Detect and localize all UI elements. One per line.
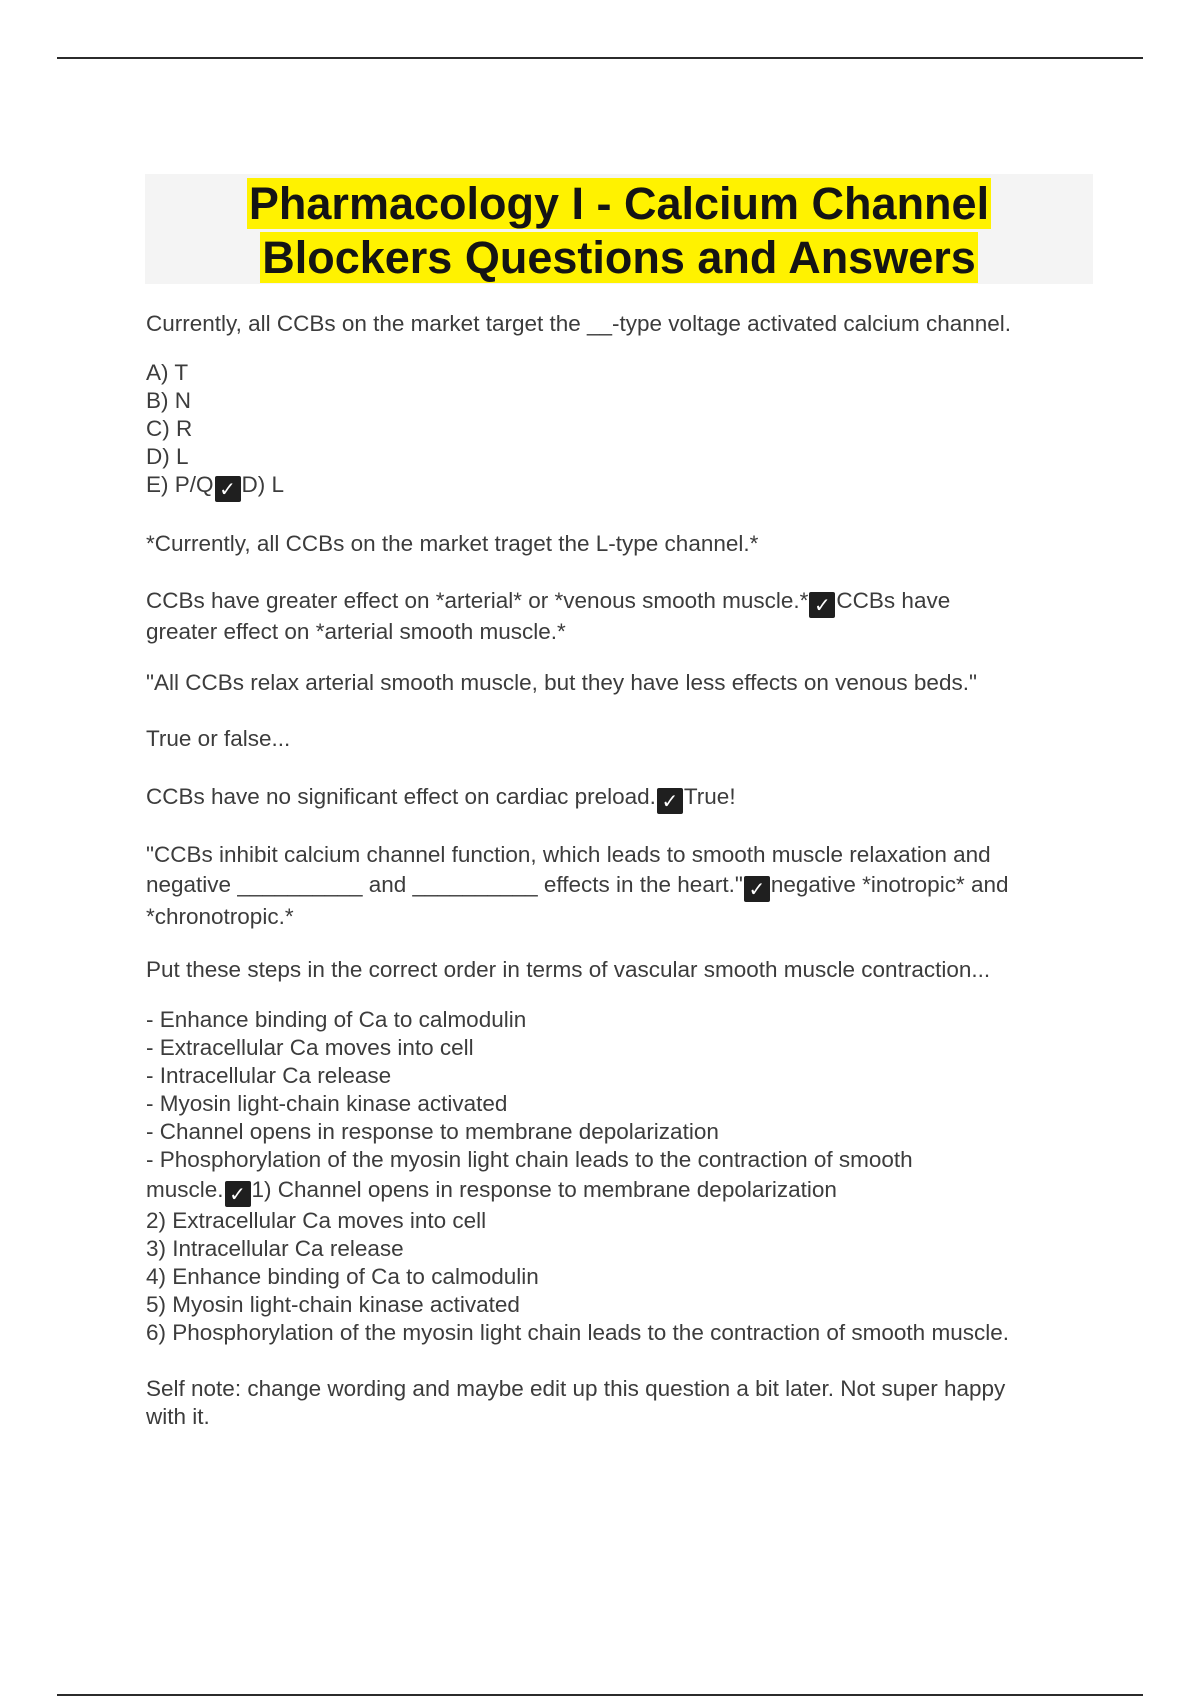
- q5-answer: 1) Channel opens in response to membrane depolarization: [251, 1177, 837, 1202]
- q5-steps-tail: muscle.: [146, 1177, 224, 1202]
- top-rule: [57, 57, 1143, 59]
- q1-option-a: A) T: [146, 360, 189, 385]
- q5-answer: 4) Enhance binding of Ca to calmodulin: [146, 1264, 539, 1289]
- q1-option-c: C) R: [146, 416, 193, 441]
- title-line-1: Pharmacology I - Calcium Channel: [248, 178, 990, 229]
- q3-answer: True!: [683, 784, 736, 809]
- q4-block: [146, 840, 1106, 932]
- bottom-rule: [57, 1694, 1143, 1696]
- q4-answer-part2: *chronotropic.*: [146, 904, 294, 929]
- q5-step: - Intracellular Ca release: [146, 1063, 392, 1088]
- q1-option-d: D) L: [146, 444, 189, 469]
- document-content: [146, 310, 1106, 1431]
- q5-answer: 2) Extracellular Ca moves into cell: [146, 1208, 487, 1233]
- title-line-2: Blockers Questions and Answers: [262, 232, 976, 283]
- q5-step: - Phosphorylation of the myosin light chain leads to the contraction of smooth: [146, 1147, 913, 1172]
- check-mark-icon: ✓: [744, 876, 770, 902]
- q1-option-e: E) P/Q: [146, 472, 214, 497]
- q2-block: [146, 587, 1106, 646]
- q5-step: - Enhance binding of Ca to calmodulin: [146, 1007, 527, 1032]
- page-title: [145, 174, 1093, 285]
- q1-answer: D) L: [241, 472, 285, 497]
- self-note-line2: with it.: [146, 1404, 210, 1429]
- q5-answer: 3) Intracellular Ca release: [146, 1236, 404, 1261]
- q5-answer-row: [146, 1174, 1106, 1207]
- q4-line1: "CCBs inhibit calcium channel function, which leads to smooth muscle relaxation and: [146, 842, 991, 867]
- q5-steps: [146, 1006, 1106, 1347]
- q5-step: - Channel opens in response to membrane depolarization: [146, 1119, 719, 1144]
- check-mark-icon: ✓: [809, 592, 835, 618]
- q2-note: "All CCBs relax arterial smooth muscle, but they have less effects on venous beds.": [146, 670, 977, 695]
- check-mark-icon: ✓: [225, 1181, 251, 1207]
- q3-block: [146, 783, 1106, 814]
- check-mark-icon: ✓: [215, 476, 241, 502]
- q5-answer: 5) Myosin light-chain kinase activated: [146, 1292, 520, 1317]
- q3-prompt: True or false...: [146, 726, 291, 751]
- q1-options: [146, 359, 1106, 502]
- q1-question: Currently, all CCBs on the market target the __-type voltage activated calcium channel.: [146, 311, 1012, 336]
- q5-self-note: [146, 1375, 1106, 1431]
- q2-answer-part2: greater effect on *arterial smooth muscle.*: [146, 619, 566, 644]
- q5-step: - Myosin light-chain kinase activated: [146, 1091, 508, 1116]
- q1-option-b: B) N: [146, 388, 191, 413]
- check-mark-icon: ✓: [657, 788, 683, 814]
- q4-line2: negative __________ and __________ effects in the heart.": [146, 872, 743, 897]
- q2-answer-part1: CCBs have: [836, 588, 951, 613]
- q5-step: - Extracellular Ca moves into cell: [146, 1035, 474, 1060]
- self-note-line1: Self note: change wording and maybe edit up this question a bit later. Not super happy: [146, 1376, 1006, 1401]
- title-box: [145, 174, 1093, 284]
- q1-note: *Currently, all CCBs on the market traget the L-type channel.*: [146, 531, 759, 556]
- q5-answer: 6) Phosphorylation of the myosin light chain leads to the contraction of smooth muscle.: [146, 1320, 1009, 1345]
- q3-question: CCBs have no significant effect on cardiac preload.: [146, 784, 656, 809]
- q2-question: CCBs have greater effect on *arterial* or *venous smooth muscle.*: [146, 588, 809, 613]
- q4-answer-part1: negative *inotropic* and: [770, 872, 1009, 897]
- q5-question: Put these steps in the correct order in terms of vascular smooth muscle contraction...: [146, 957, 991, 982]
- q1-option-e-row: [146, 471, 1106, 502]
